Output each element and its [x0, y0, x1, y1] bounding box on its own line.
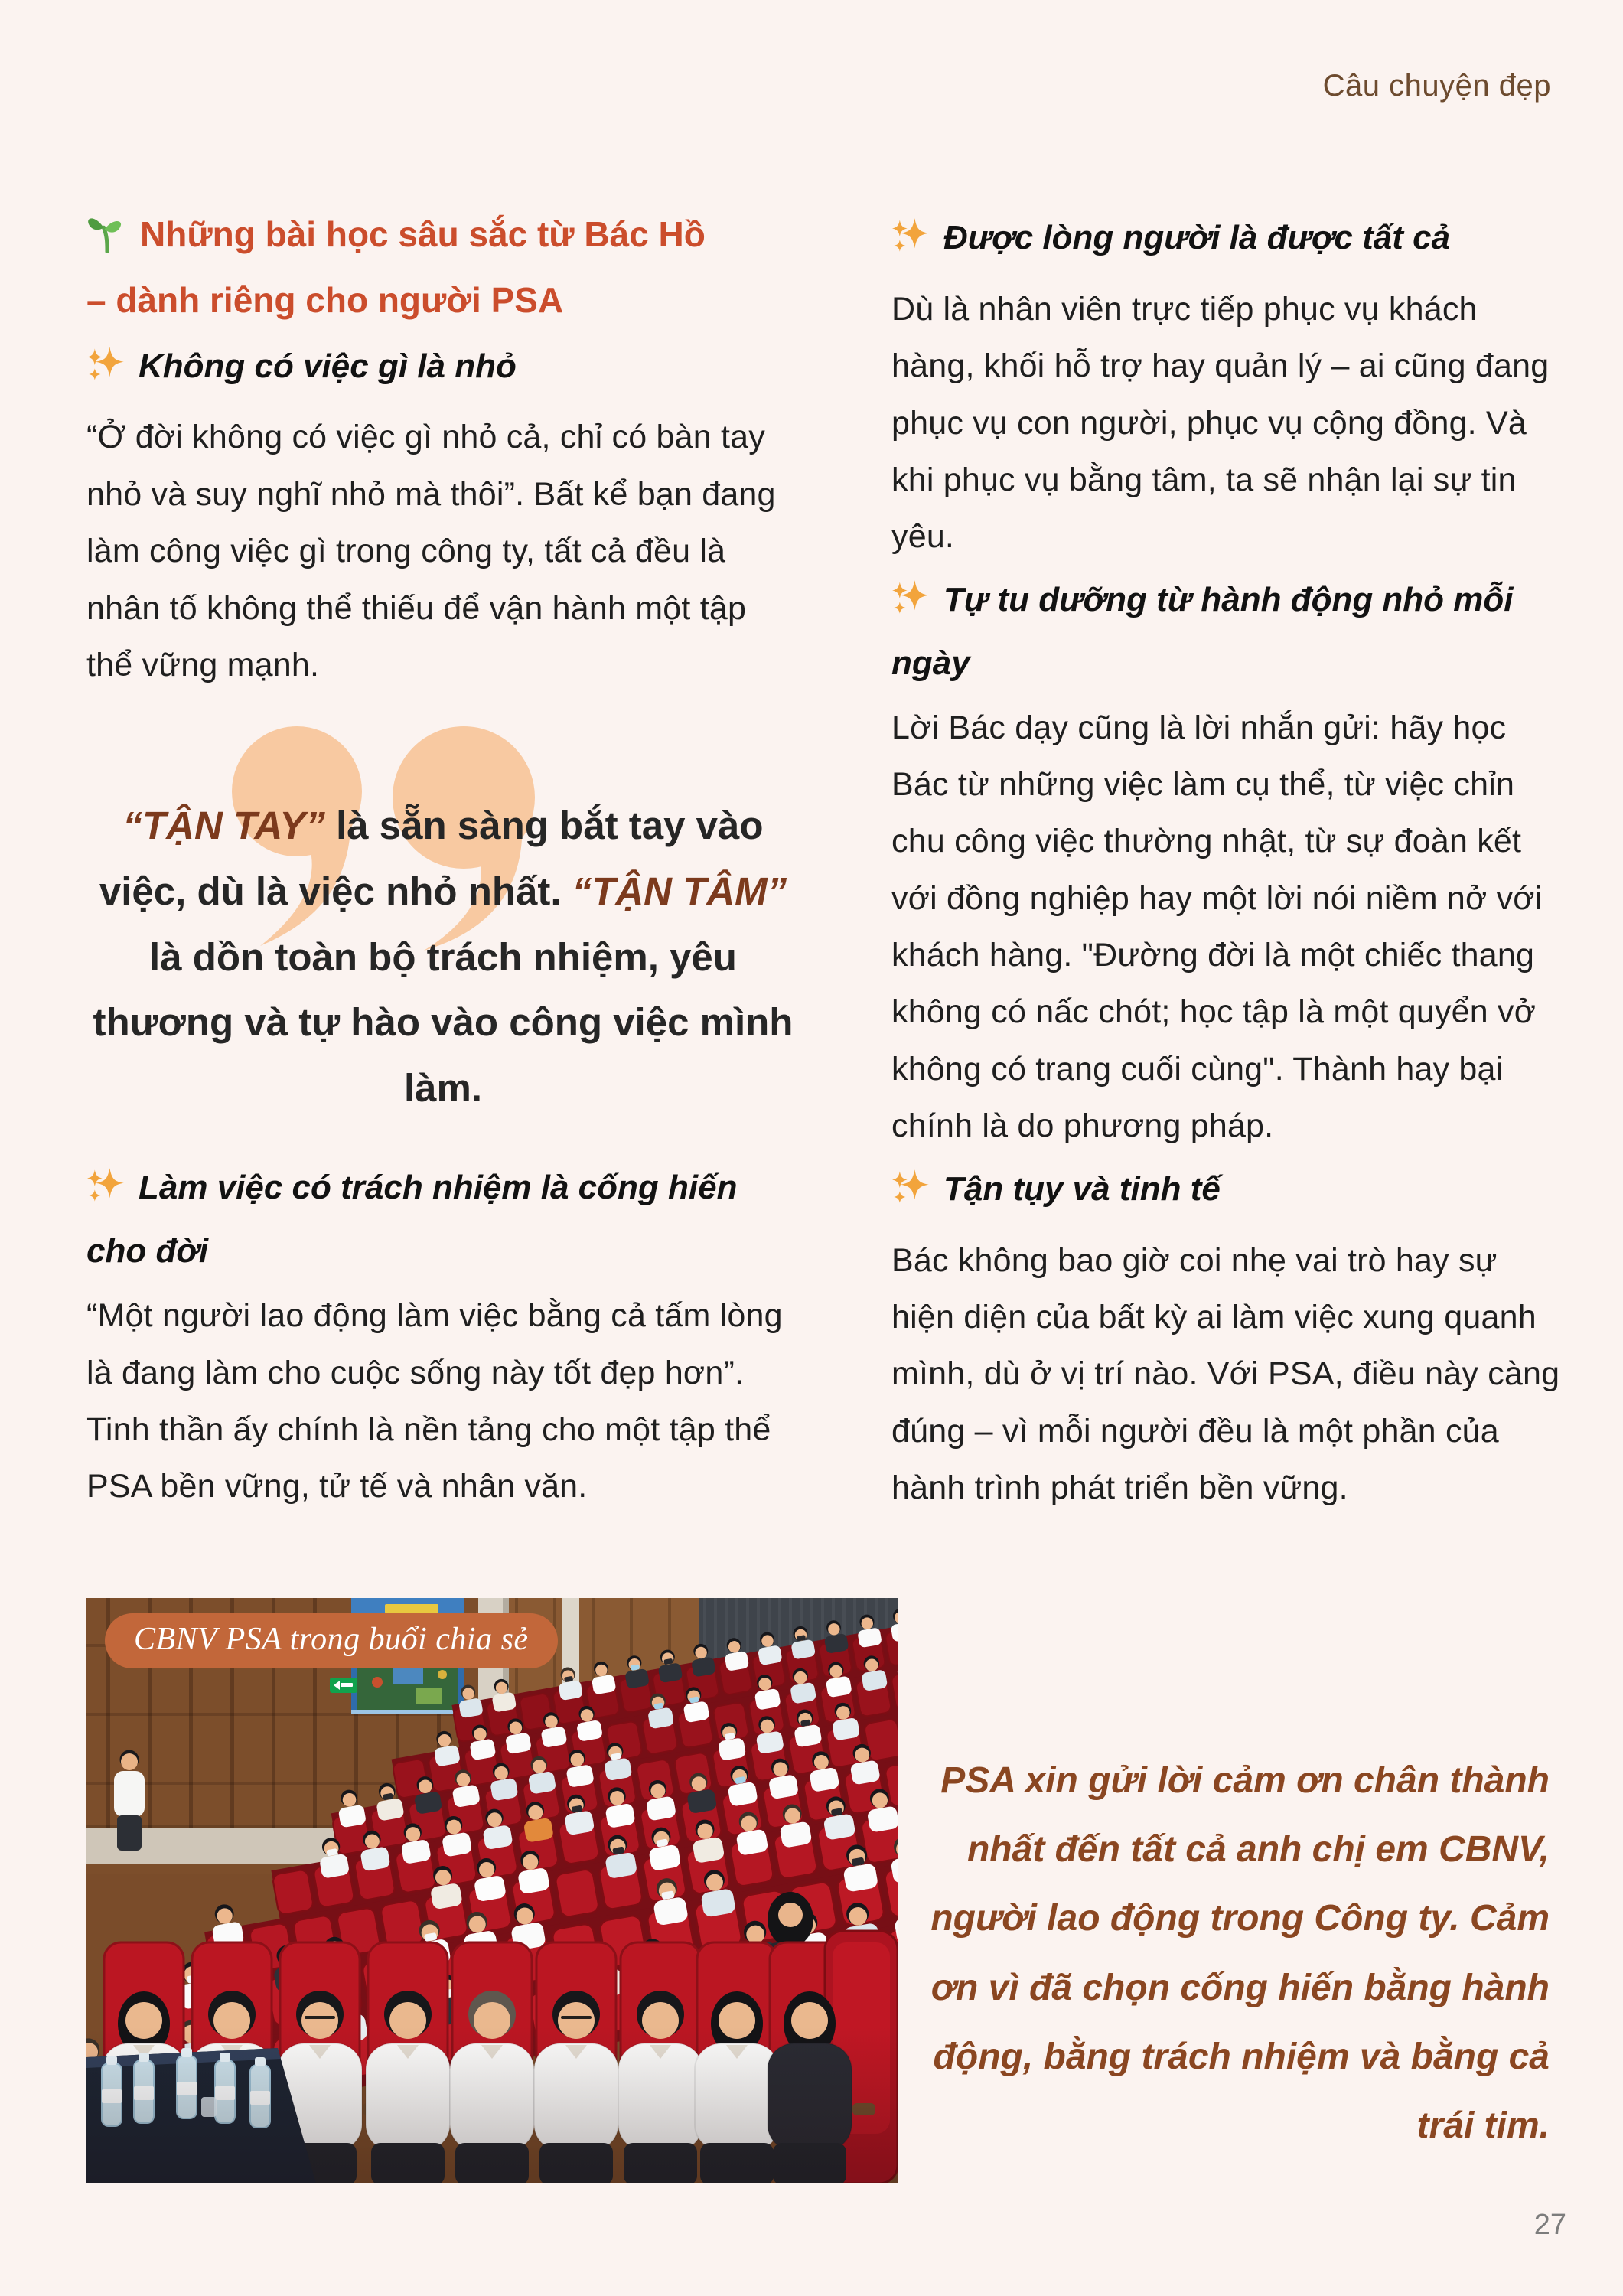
article-title	[86, 205, 800, 331]
sparkles-icon	[891, 216, 931, 273]
photo-caption-badge: CBNV PSA trong buổi chia sẻ	[105, 1613, 558, 1668]
audience-photo	[86, 1598, 898, 2183]
paragraph-devoted-subtle: Bác không bao giờ coi nhẹ vai trò hay sự hiện diện của bất kỳ ai làm việc xung quanh mình, dù ở vị trí nào. Với PSA, điều này càng đúng – vì mỗi người đều là một phần của hành trình phát triển bền vững.	[891, 1241, 1560, 1506]
audience-photo-illustration	[86, 1598, 898, 2183]
sparkles-icon	[891, 578, 931, 635]
sparkles-icon	[86, 344, 126, 402]
pull-quote	[86, 716, 800, 1133]
subheading-no-small-job: Không có việc gì là nhỏ	[86, 338, 800, 402]
right-column	[891, 205, 1566, 1522]
closing-message: PSA xin gửi lời cảm ơn chân thành nhất đến tất cả anh chị em CBNV, người lao động trong Công ty. Cảm ơn vì đã chọn cống hiến bằng hành động, bằng trách nhiệm và bằng cả trái tim.	[930, 1760, 1550, 2147]
subheading-responsible-work: Làm việc có trách nhiệm là cống hiến cho đời	[86, 1159, 800, 1280]
paragraph-self-cultivate: Lời Bác dạy cũng là lời nhắn gửi: hãy học Bác từ những việc làm cụ thể, từ việc chỉn chu công việc thường nhật, từ sự đoàn kết với đồng nghiệp hay một lời nói niềm nở với khách hàng. "Đường đời là một chiếc thang không có nấc chót; học tập là một quyển vở không có trang cuối cùng". Thành hay bại chính là do phương pháp.	[891, 709, 1543, 1145]
quote-text: “TẬN TAY” là sẵn sàng bắt tay vào việc, dù là việc nhỏ nhất. “TẬN TÂM” là dồn toàn bộ trách nhiệm, yêu thương và tự hào vào công việc mình làm.	[93, 804, 794, 1110]
subheading-self-cultivate: Tự tu dưỡng từ hành động nhỏ mỗi ngày	[891, 572, 1566, 692]
subheading-win-hearts: Được lòng người là được tất cả	[891, 210, 1566, 273]
section-header: Câu chuyện đẹp	[1322, 69, 1551, 103]
paragraph-no-small-job: “Ở đời không có việc gì nhỏ cả, chỉ có bàn tay nhỏ và suy nghĩ nhỏ mà thôi”. Bất kể bạn đang làm công việc gì trong công ty, tất cả đều là nhân tố không thể thiếu để vận hành một tập thể vững mạnh.	[86, 419, 776, 683]
subheading-devoted-subtle: Tận tụy và tinh tế	[891, 1161, 1566, 1225]
article-title-line2: – dành riêng cho người PSA	[86, 280, 564, 321]
paragraph-win-hearts: Dù là nhân viên trực tiếp phục vụ khách hàng, khối hỗ trợ hay quản lý – ai cũng đang phục vụ con người, phục vụ cộng đồng. Và khi phục vụ bằng tâm, ta sẽ nhận lại sự tin yêu.	[891, 290, 1550, 556]
sparkles-icon	[891, 1167, 931, 1225]
seedling-icon	[86, 212, 128, 271]
quote-tan-tay: “TẬN TAY”	[122, 804, 325, 848]
quote-tan-tam: “TẬN TÂM”	[572, 869, 787, 913]
paragraph-responsible-work: “Một người lao động làm việc bằng cả tấm lòng là đang làm cho cuộc sống này tốt đẹp hơn”. Tinh thần ấy chính là nền tảng cho một tập thể PSA bền vững, tử tế và nhân văn.	[86, 1297, 783, 1505]
sparkles-icon	[86, 1166, 126, 1223]
article-title-line1: Những bài học sâu sắc từ Bác Hồ	[140, 214, 706, 254]
page-number: 27	[1533, 2209, 1566, 2241]
left-column	[86, 205, 800, 1521]
